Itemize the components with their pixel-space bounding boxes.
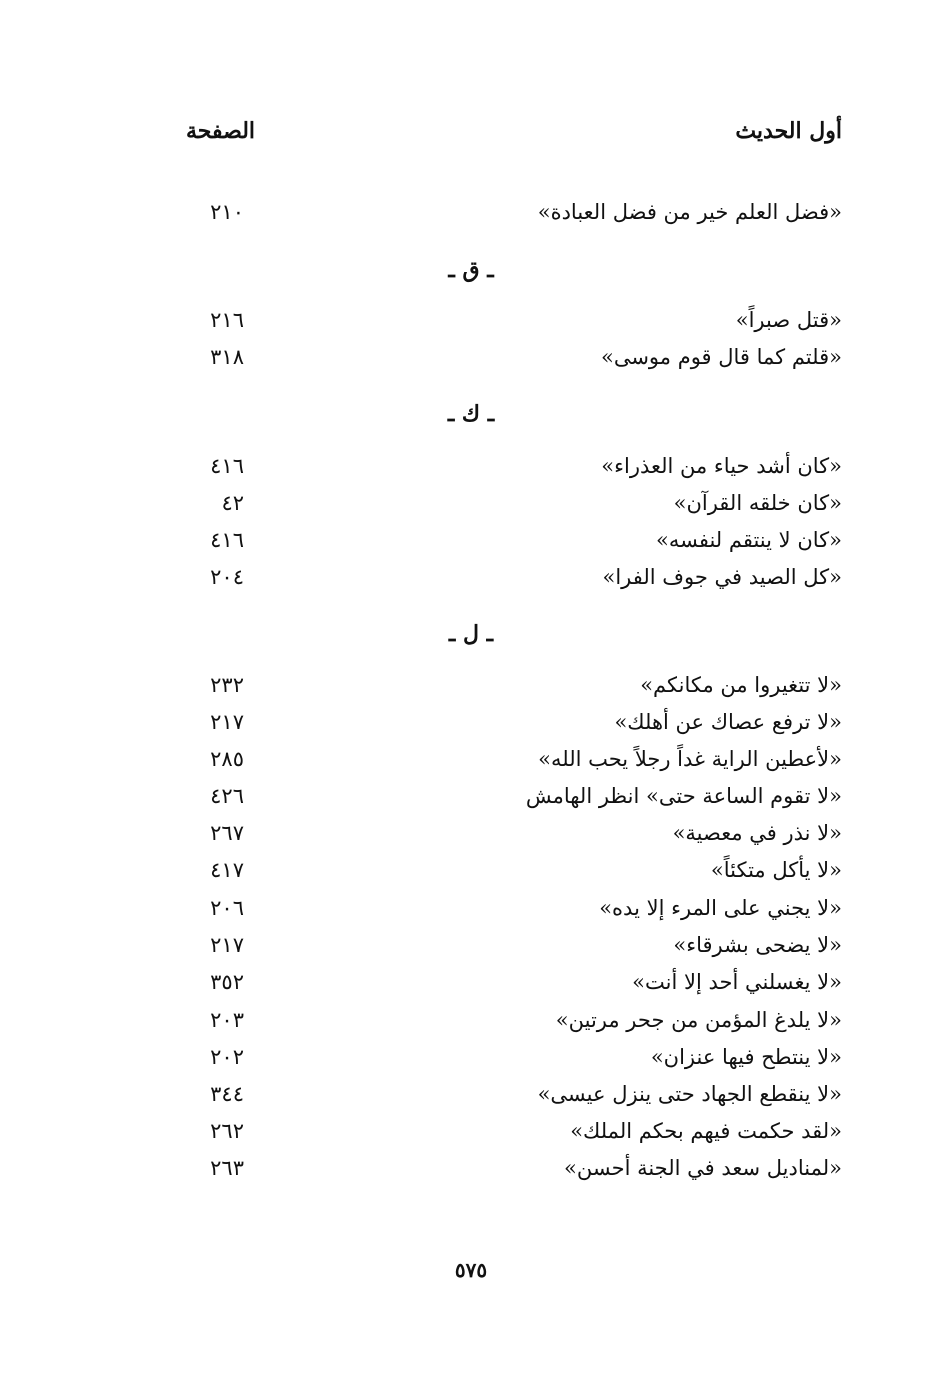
page-reference: ٣١٨ (210, 345, 244, 369)
index-entry (0, 340, 942, 374)
letter-heading-lam: ـ ل ـ (448, 621, 494, 647)
index-entry (0, 853, 942, 887)
index-entry (0, 816, 942, 850)
hadith-opening: «لا ينتطح فيها عنزان» (650, 1045, 842, 1069)
hadith-opening: «لا يغسلني أحد إلا أنت» (632, 970, 842, 994)
page-reference: ٢٠٤ (210, 565, 244, 589)
index-entry (0, 449, 942, 483)
hadith-opening: «لقد حكمت فيهم بحكم الملك» (570, 1119, 842, 1143)
hadith-opening: «لا تتغيروا من مكانكم» (640, 673, 842, 697)
page-reference: ٣٤٤ (210, 1082, 244, 1106)
page-reference: ٢١٠ (210, 200, 244, 224)
hadith-opening: «كان خلقه القرآن» (673, 491, 842, 515)
hadith-opening: «لأعطين الراية غداً رجلاً يحب الله» (538, 747, 842, 771)
index-entry (0, 779, 942, 813)
hadith-opening: «كل الصيد في جوف الفرا» (602, 565, 842, 589)
hadith-opening: «قلتم كما قال قوم موسى» (600, 345, 842, 369)
hadith-opening: «لا يلدغ المؤمن من جحر مرتين» (555, 1008, 842, 1032)
index-entry (0, 891, 942, 925)
hadith-opening: «قتل صبراً» (735, 308, 842, 332)
letter-heading-qaf: ـ ق ـ (448, 257, 494, 283)
page-reference: ٣٥٢ (210, 970, 244, 994)
page-reference: ٢٦٣ (210, 1156, 244, 1180)
index-entry (0, 668, 942, 702)
index-entry (0, 928, 942, 962)
hadith-opening: «فضل العلم خير من فضل العبادة» (537, 200, 842, 224)
page-reference: ٢٦٧ (210, 821, 244, 845)
page-number: ٥٧٥ (454, 1258, 488, 1282)
hadith-column-header: أول الحديث (735, 118, 842, 144)
hadith-opening: «لا تقوم الساعة حتى» انظر الهامش (525, 784, 842, 808)
page-reference: ٢٦٢ (210, 1119, 244, 1143)
hadith-opening: «لا نذر في معصية» (672, 821, 842, 845)
page-reference: ٤٢٦ (210, 784, 244, 808)
index-entry (0, 742, 942, 776)
index-entry (0, 965, 942, 999)
hadith-opening: «كان أشد حياء من العذراء» (601, 454, 842, 478)
hadith-opening: «لا ترفع عصاك عن أهلك» (614, 710, 842, 734)
page-column-header: الصفحة (186, 118, 256, 144)
index-entry (0, 705, 942, 739)
page-reference: ٢٠٣ (210, 1008, 244, 1032)
hadith-opening: «لا يأكل متكئاً» (710, 858, 842, 882)
hadith-opening: «لا يجني على المرء إلا يده» (599, 896, 842, 920)
index-entry (0, 1040, 942, 1074)
hadith-opening: «لا يضحى بشرقاء» (673, 933, 842, 957)
index-entry (0, 1114, 942, 1148)
index-entry (0, 1003, 942, 1037)
page-reference: ٢٨٥ (210, 747, 244, 771)
page-reference: ٤١٦ (210, 528, 244, 552)
hadith-opening: «كان لا ينتقم لنفسه» (656, 528, 842, 552)
index-entry (0, 560, 942, 594)
index-entry (0, 303, 942, 337)
hadith-opening: «لا ينقطع الجهاد حتى ينزل عيسى» (537, 1082, 842, 1106)
index-entry (0, 1151, 942, 1185)
page-reference: ٢٠٦ (210, 896, 244, 920)
page-reference: ٢١٦ (210, 308, 244, 332)
page-reference: ٢١٧ (210, 933, 244, 957)
page-reference: ٢٣٢ (210, 673, 244, 697)
index-entry (0, 523, 942, 557)
index-entry (0, 1077, 942, 1111)
page-reference: ٤١٧ (210, 858, 244, 882)
page-reference: ٤٢ (221, 491, 244, 515)
index-entry (0, 195, 942, 229)
page-reference: ٤١٦ (210, 454, 244, 478)
page-reference: ٢٠٢ (210, 1045, 244, 1069)
page-reference: ٢١٧ (210, 710, 244, 734)
hadith-opening: «لمناديل سعد في الجنة أحسن» (564, 1156, 842, 1180)
letter-heading-kaf: ـ ك ـ (447, 401, 495, 427)
index-entry (0, 486, 942, 520)
